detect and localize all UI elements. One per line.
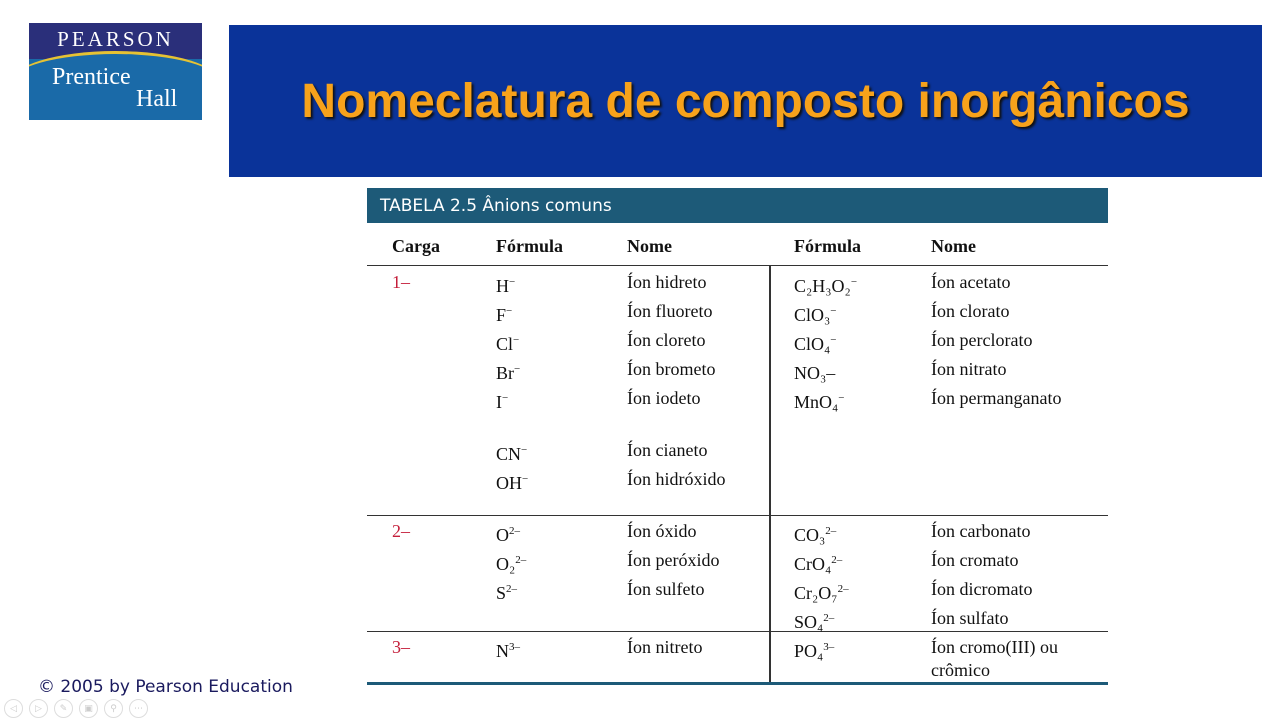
next-icon[interactable]: ▷ [29, 699, 48, 718]
name-cell: Íon carbonato [931, 521, 1031, 541]
name-cell: Íon brometo [627, 359, 716, 379]
logo-brand: PEARSON [57, 27, 174, 51]
formula-cell: CrO₄$^{2-}$ [794, 554, 843, 574]
logo-line1: Prentice [52, 64, 131, 90]
header-formula-1: Fórmula [496, 236, 563, 256]
formula-cell: $N^{3-}$ [496, 641, 520, 661]
formula-cell: MnO₄− [794, 392, 845, 412]
formula-cell: I− [496, 392, 509, 412]
previous-icon[interactable]: ◁ [4, 699, 23, 718]
formula-cell: NO₃– [794, 363, 836, 383]
name-cell: Íon perclorato [931, 330, 1033, 350]
name-cell: Íon sulfeto [627, 579, 705, 599]
name-cell: Íon clorato [931, 301, 1010, 321]
name-cell: Íon cloreto [627, 330, 706, 350]
formula-cell: ClO₃− [794, 305, 837, 325]
formula-cell: Br− [496, 363, 521, 383]
header-charge: Carga [392, 236, 440, 256]
header-name-2: Nome [931, 236, 976, 256]
formula-cell: F− [496, 305, 513, 325]
name-cell: Íon cromo(III) ou crômico [931, 637, 1058, 680]
name-cell: Íon cianeto [627, 440, 708, 460]
formula-cell: ClO₄− [794, 334, 837, 354]
formula-cell: $O^{2-}$ [496, 525, 520, 545]
zoom-icon[interactable]: ⚲ [104, 699, 123, 718]
name-cell: Íon fluoreto [627, 301, 713, 321]
name-cell: Íon peróxido [627, 550, 720, 570]
copyright: © 2005 by Pearson Education [38, 677, 293, 697]
formula-cell: $S^{2-}$ [496, 583, 518, 603]
formula-cell: Cr₂O₇$^{2-}$ [794, 583, 849, 603]
divider [367, 682, 1108, 685]
slideshow-controls [4, 699, 148, 718]
header-formula-2: Fórmula [794, 236, 861, 256]
name-cell: Íon sulfato [931, 608, 1009, 628]
slide-title: Nomeclatura de composto inorgânicos [301, 74, 1190, 128]
pen-icon[interactable]: ✎ [54, 699, 73, 718]
formula-cell: CO₃$^{2-}$ [794, 525, 837, 545]
name-cell: Íon dicromato [931, 579, 1033, 599]
charge-1: 1– [392, 272, 410, 292]
name-cell: Íon óxido [627, 521, 697, 541]
name-cell: Íon permanganato [931, 388, 1062, 408]
name-cell: Íon nitreto [627, 637, 703, 657]
header-name-1: Nome [627, 236, 672, 256]
name-cell: Íon acetato [931, 272, 1011, 292]
divider [367, 515, 1108, 516]
name-cell: Íon cromato [931, 550, 1019, 570]
formula-cell: Cl− [496, 334, 520, 354]
charge-2: 2– [392, 521, 410, 541]
name-cell: Íon iodeto [627, 388, 701, 408]
logo-line2: Hall [136, 86, 178, 112]
formula-cell: SO₄$^{2-}$ [794, 612, 835, 632]
formula-cell: H− [496, 276, 516, 296]
more-icon[interactable]: ⋯ [129, 699, 148, 718]
divider [367, 631, 1108, 632]
divider [367, 265, 1108, 266]
formula-cell: C₂H₃O₂− [794, 276, 858, 296]
title-bar [229, 25, 1262, 177]
name-cell: Íon hidreto [627, 272, 707, 292]
formula-cell: OH− [496, 473, 529, 493]
table-caption: TABELA 2.5 Ânions comuns [367, 188, 1108, 223]
formula-cell: CN− [496, 444, 528, 464]
name-cell: Íon hidróxido [627, 469, 726, 489]
slides-icon[interactable]: ▣ [79, 699, 98, 718]
formula-cell: PO₄$^{3-}$ [794, 641, 835, 661]
divider [769, 266, 771, 684]
formula-cell: O₂$^{2-}$ [496, 554, 527, 574]
pearson-logo [29, 23, 202, 120]
charge-3: 3– [392, 637, 410, 657]
name-cell: Íon nitrato [931, 359, 1007, 379]
